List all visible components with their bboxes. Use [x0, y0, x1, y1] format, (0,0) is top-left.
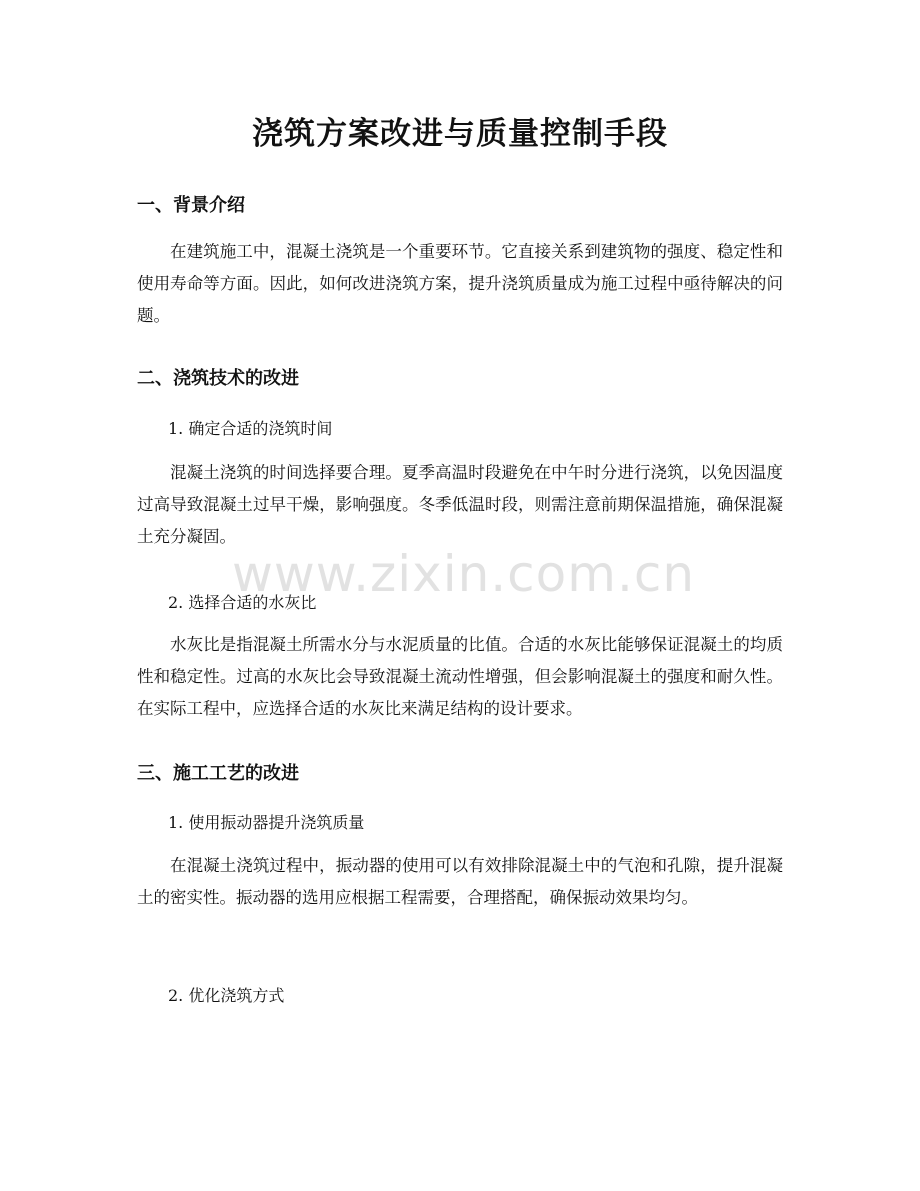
page-title: 浇筑方案改进与质量控制手段 — [252, 116, 668, 152]
section-heading-background: 一、背景介绍 — [137, 195, 245, 216]
item-vibrator: 1. 使用振动器提升浇筑质量 — [168, 813, 365, 832]
paragraph-water-cement-ratio: 水灰比是指混凝土所需水分与水泥质量的比值。合适的水灰比能够保证混凝土的均质性和稳定性。过高的水灰比会导致混凝土流动性增强，但会影响混凝土的强度和耐久性。在实际工程中，应选择合适的水灰比来满足结构的设计要求。 — [137, 635, 783, 718]
item-optimize-method: 2. 优化浇筑方式 — [168, 986, 285, 1005]
paragraph-vibrator: 在混凝土浇筑过程中，振动器的使用可以有效排除混凝土中的气泡和孔隙，提升混凝土的密实性。振动器的选用应根据工程需要，合理搭配，确保振动效果均匀。 — [137, 856, 783, 907]
watermark: www.zixin.com.cn — [232, 545, 696, 603]
item-pour-time: 1. 确定合适的浇筑时间 — [168, 419, 333, 438]
paragraph-pour-time: 混凝土浇筑的时间选择要合理。夏季高温时段避免在中午时分进行浇筑，以免因温度过高导致混凝土过早干燥，影响强度。冬季低温时段，则需注意前期保温措施，确保混凝土充分凝固。 — [137, 463, 783, 546]
paragraph-background: 在建筑施工中，混凝土浇筑是一个重要环节。它直接关系到建筑物的强度、稳定性和使用寿命等方面。因此，如何改进浇筑方案，提升浇筑质量成为施工过程中亟待解决的问题。 — [137, 242, 783, 325]
item-water-cement-ratio: 2. 选择合适的水灰比 — [168, 593, 317, 612]
section-heading-technique: 二、浇筑技术的改进 — [137, 368, 299, 389]
section-heading-process: 三、施工工艺的改进 — [137, 763, 299, 784]
